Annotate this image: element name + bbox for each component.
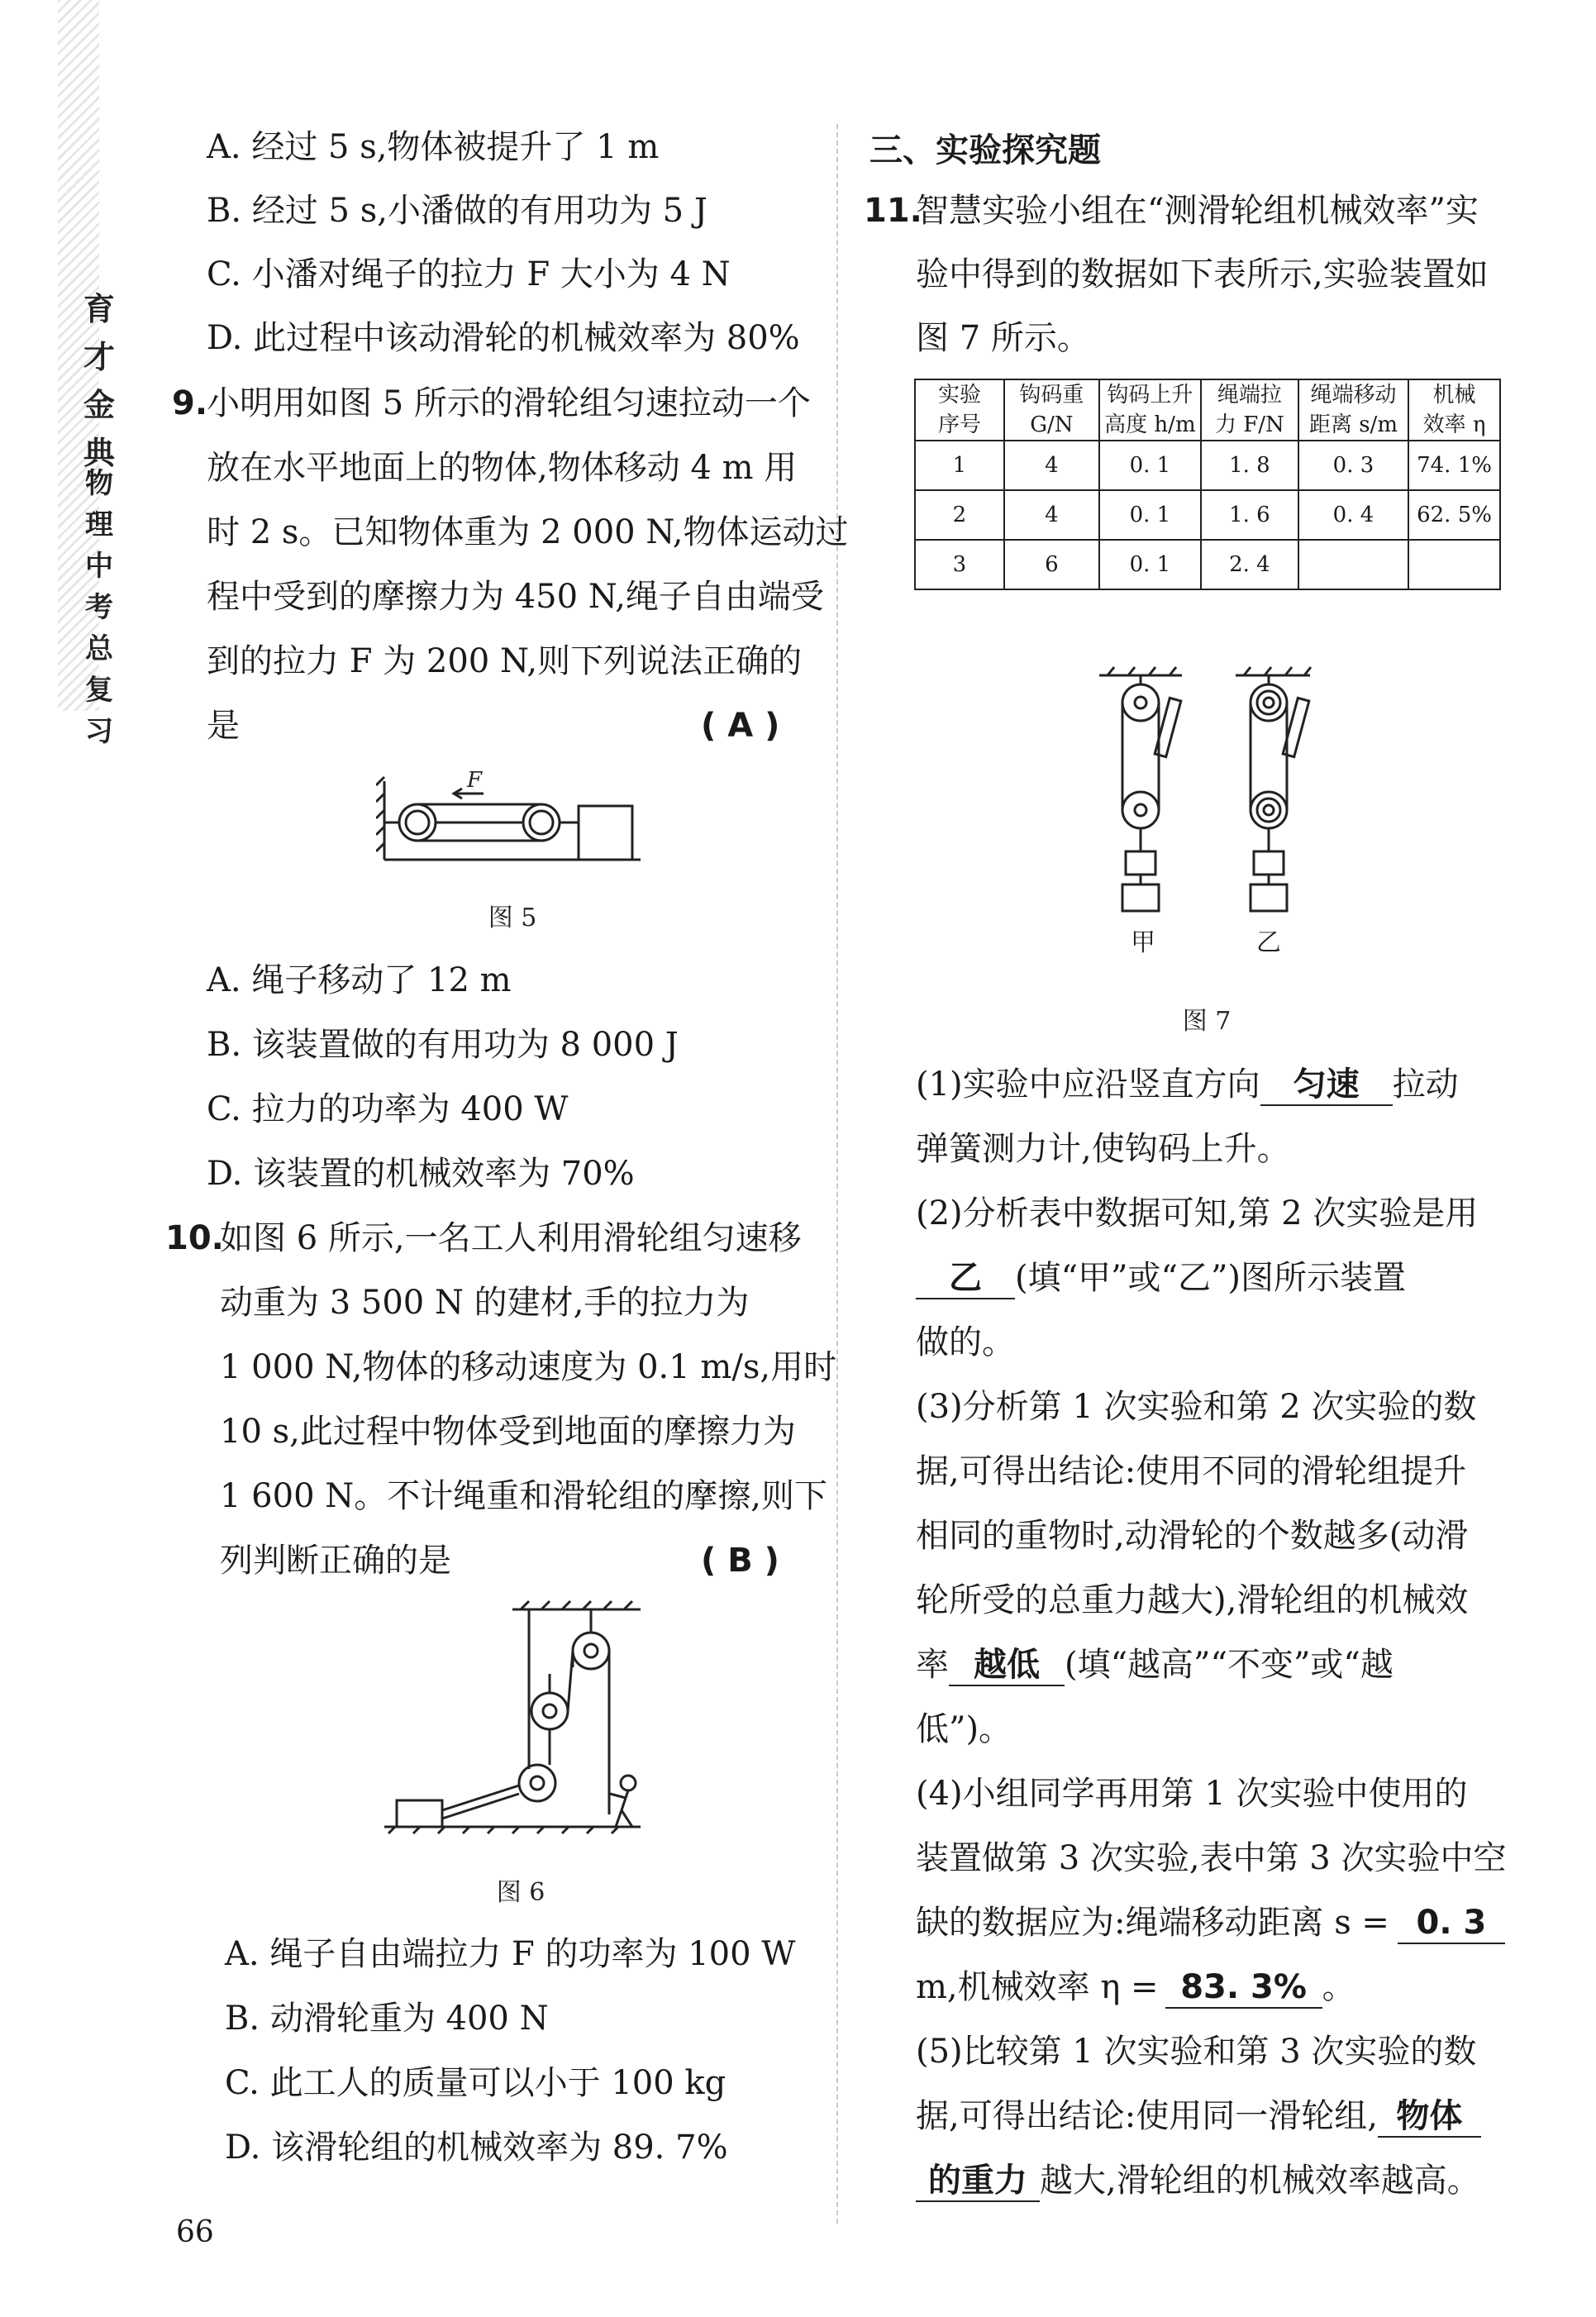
fig7-jia-weight (1122, 884, 1159, 911)
q10-number: 10. (165, 1219, 224, 1257)
table-header-cell: 实验 序号 (915, 379, 1004, 441)
fig6-movable-pulley-lower (519, 1765, 555, 1801)
figure-5-pulley-diagram (376, 769, 649, 868)
table-cell: 2 (915, 490, 1004, 540)
table-cell: 74. 1% (1408, 441, 1500, 490)
table-row (915, 490, 1500, 540)
answer-blank: 乙 (916, 1258, 1015, 1299)
q9-text-line: 到的拉力 F 为 200 N,则下列说法正确的 (207, 642, 803, 680)
fig7-label-yi: 乙 (1256, 928, 1281, 957)
q11-part2-end: 做的。 (916, 1323, 1015, 1361)
table-cell: 6 (1004, 540, 1099, 589)
q11-part2: (2)分析表中数据可知,第 2 次实验是用 (916, 1194, 1479, 1232)
q11-part2-cont: 乙 (填“甲”或“乙”)图所示装置 (916, 1255, 1406, 1301)
fig6-worker-head (621, 1776, 636, 1790)
q11-part4-line: 装置做第 3 次实验,表中第 3 次实验中空 (916, 1839, 1507, 1877)
q11-number: 11. (864, 192, 922, 230)
table-header-cell: 绳端移动 距离 s/m (1298, 379, 1408, 441)
q9-text-line: 是 (207, 707, 240, 745)
figure-6-pulley-system (380, 1599, 645, 1847)
q11-part3-line: (3)分析第 1 次实验和第 2 次实验的数 (916, 1388, 1477, 1426)
q11-part4-blank-line: 缺的数据应为:绳端移动距离 s = 0. 3 (916, 1900, 1505, 1946)
table-row (915, 540, 1500, 589)
q10-option-c: C. 此工人的质量可以小于 100 kg (225, 2064, 727, 2102)
fig7-jia-movable-pulley (1122, 792, 1159, 828)
experiment-data-table (914, 379, 1501, 590)
answer-blank: 83. 3% (1165, 1967, 1322, 2009)
table-cell: 0. 1 (1099, 540, 1201, 589)
q10-option-a: A. 绳子自由端拉力 F 的功率为 100 W (225, 1935, 796, 1973)
q8-option-b: B. 经过 5 s,小潘做的有用功为 5 J (207, 192, 707, 230)
q11-part3-end: 低”)。 (916, 1710, 1012, 1748)
column-divider (836, 124, 838, 2224)
q9-text-line: 时 2 s。已知物体重为 2 000 N,物体运动过 (207, 513, 849, 551)
q9-option-a: A. 绳子移动了 12 m (207, 961, 512, 999)
table-cell: 0. 1 (1099, 490, 1201, 540)
table-header-cell: 钩码重 G/N (1004, 379, 1099, 441)
table-cell: 1. 6 (1201, 490, 1298, 540)
q11-part1-cont: 弹簧测力计,使钩码上升。 (916, 1130, 1290, 1168)
table-header-cell: 机械 效率 η (1408, 379, 1500, 441)
q9-option-d: D. 该装置的机械效率为 70% (207, 1155, 635, 1193)
q8-option-c: C. 小潘对绳子的拉力 F 大小为 4 N (207, 255, 731, 293)
table-row (915, 441, 1500, 490)
table-cell (1408, 540, 1500, 589)
q11-text-line: 智慧实验小组在“测滑轮组机械效率”实 (916, 192, 1479, 230)
q11-part5-blank-line: 据,可得出结论:使用同一滑轮组, 物体 (916, 2093, 1481, 2139)
figure-5-caption: 图 5 (488, 903, 537, 932)
figure-6-caption: 图 6 (496, 1878, 545, 1907)
q9-option-c: C. 拉力的功率为 400 W (207, 1090, 569, 1128)
answer-blank: 匀速 (1260, 1065, 1393, 1106)
q10-text-line: 列判断正确的是 (220, 1542, 451, 1580)
q11-part3-line: 据,可得出结论:使用不同的滑轮组提升 (916, 1452, 1467, 1490)
sidebar-subject: 物 理 中 考 总 复 习 (85, 467, 113, 748)
fig5-block (579, 806, 632, 860)
table-header-row (915, 379, 1500, 441)
q11-part3-blank-line: 率 越低 (填“越高”“不变”或“越 (916, 1642, 1394, 1688)
table-header-cell: 钩码上升 高度 h/m (1099, 379, 1201, 441)
fig7-jia-fixed-pulley (1122, 684, 1159, 721)
table-cell: 0. 4 (1298, 490, 1408, 540)
q10-text-line: 如图 6 所示,一名工人利用滑轮组匀速移 (220, 1219, 802, 1257)
fig6-fixed-pulley (573, 1633, 609, 1669)
figure-7-caption: 图 7 (1182, 1007, 1232, 1036)
q10-text-line: 10 s,此过程中物体受到地面的摩擦力为 (220, 1413, 796, 1451)
table-header-cell: 绳端拉 力 F/N (1201, 379, 1298, 441)
table-cell: 0. 1 (1099, 441, 1201, 490)
answer-blank: 的重力 (916, 2161, 1040, 2202)
q8-option-a: A. 经过 5 s,物体被提升了 1 m (207, 128, 660, 166)
section-title: 三、实验探究题 (869, 131, 1101, 169)
sidebar-book-title: 育 才 金 典 (83, 291, 115, 471)
fig5-force-label: F (467, 769, 483, 793)
fig7-jia-weight (1126, 851, 1155, 875)
table-cell: 1. 8 (1201, 441, 1298, 490)
table-cell: 4 (1004, 490, 1099, 540)
figure-7-apparatus (1091, 665, 1339, 963)
q9-answer: ( A ) (701, 707, 780, 745)
table-cell: 1 (915, 441, 1004, 490)
table-cell: 62. 5% (1408, 490, 1500, 540)
answer-blank: 0. 3 (1398, 1903, 1505, 1944)
fig7-label-jia: 甲 (1131, 928, 1155, 957)
q9-text-line: 小明用如图 5 所示的滑轮组匀速拉动一个 (207, 384, 811, 422)
table-cell: 4 (1004, 441, 1099, 490)
q11-part3-line: 相同的重物时,动滑轮的个数越多(动滑 (916, 1517, 1469, 1555)
q8-option-d: D. 此过程中该动滑轮的机械效率为 80% (207, 319, 800, 357)
q11-part3-line: 轮所受的总重力越大),滑轮组的机械效 (916, 1581, 1469, 1619)
table-cell: 3 (915, 540, 1004, 589)
q11-part5-end: 的重力 越大,滑轮组的机械效率越高。 (916, 2157, 1480, 2204)
q11-part4-blank-line: m,机械效率 η = 83. 3% 。 (916, 1964, 1355, 2010)
q9-text-line: 程中受到的摩擦力为 450 N,绳子自由端受 (207, 578, 824, 616)
q10-text-line: 动重为 3 500 N 的建材,手的拉力为 (220, 1284, 750, 1322)
q11-part5-line: (5)比较第 1 次实验和第 3 次实验的数 (916, 2033, 1477, 2071)
q11-part4-line: (4)小组同学再用第 1 次实验中使用的 (916, 1775, 1468, 1813)
fig7-yi-weight (1254, 851, 1284, 875)
q9-option-b: B. 该装置做的有用功为 8 000 J (207, 1026, 679, 1064)
q11-text-line: 验中得到的数据如下表所示,实验装置如 (916, 255, 1489, 293)
page-number: 66 (176, 2215, 214, 2249)
q9-number: 9. (172, 384, 208, 422)
fig7-yi-weight (1251, 884, 1287, 911)
q10-option-b: B. 动滑轮重为 400 N (225, 2000, 549, 2038)
q11-part1: (1)实验中应沿竖直方向 匀速 拉动 (916, 1061, 1459, 1108)
answer-blank: 越低 (949, 1645, 1065, 1686)
q11-text-line: 图 7 所示。 (916, 319, 1090, 357)
fig6-material-block (397, 1800, 442, 1827)
fig6-movable-pulley-upper (531, 1693, 568, 1729)
table-cell (1298, 540, 1408, 589)
q10-text-line: 1 000 N,物体的移动速度为 0.1 m/s,用时 (220, 1348, 837, 1386)
q10-option-d: D. 该滑轮组的机械效率为 89. 7% (225, 2129, 728, 2167)
q10-answer: ( B ) (701, 1542, 779, 1580)
table-cell: 0. 3 (1298, 441, 1408, 490)
answer-blank: 物体 (1378, 2096, 1481, 2138)
q10-text-line: 1 600 N。不计绳重和滑轮组的摩擦,则下 (220, 1477, 827, 1515)
q9-text-line: 放在水平地面上的物体,物体移动 4 m 用 (207, 449, 798, 487)
table-cell: 2. 4 (1201, 540, 1298, 589)
